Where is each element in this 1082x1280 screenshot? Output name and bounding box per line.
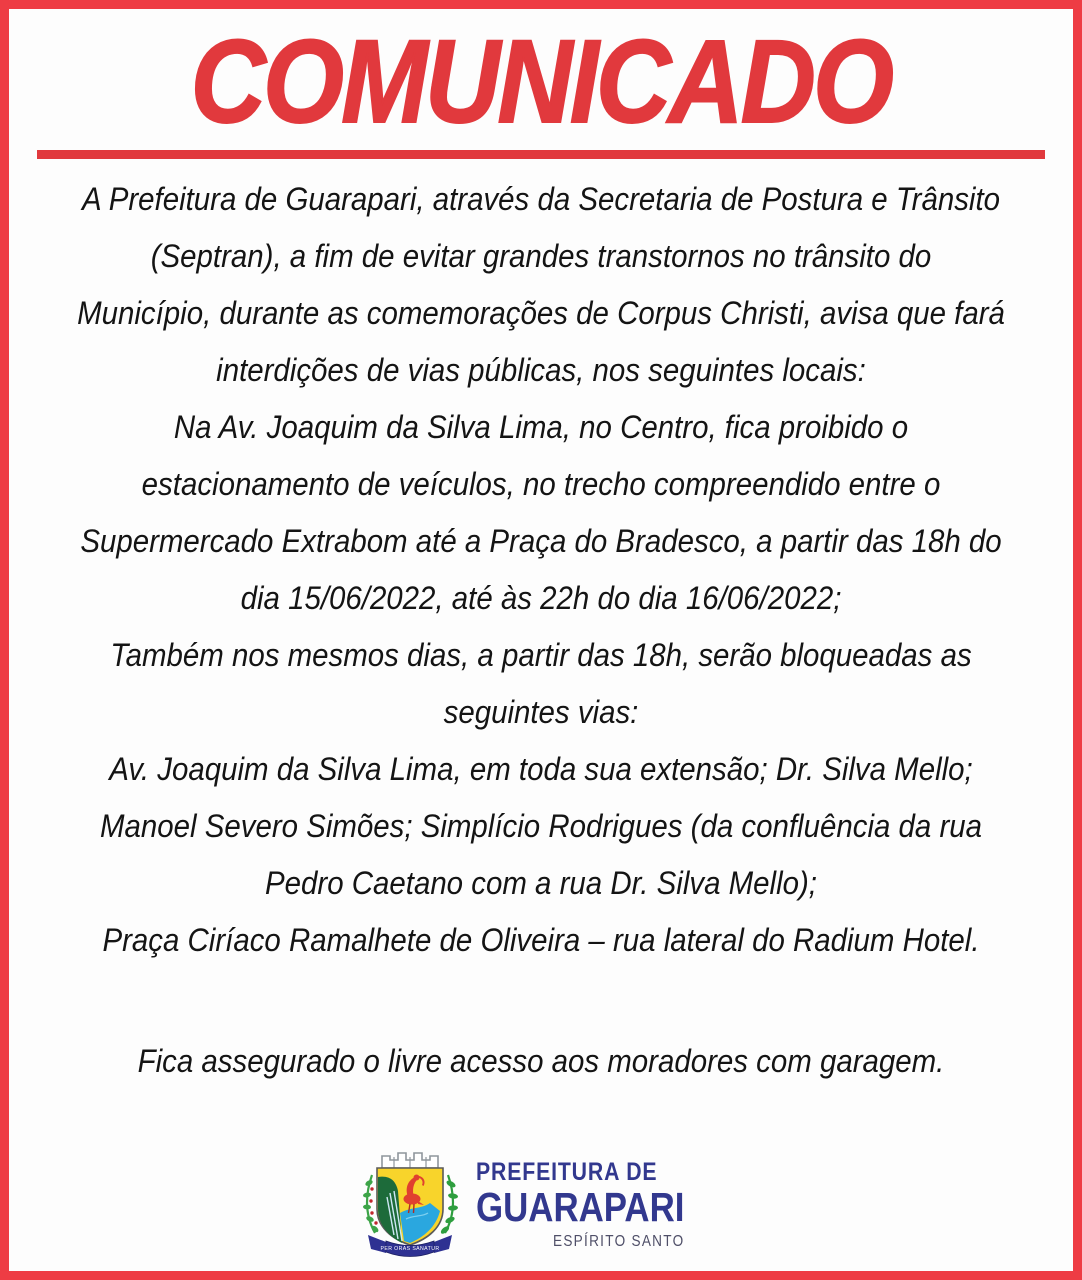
body-line: Na Av. Joaquim da Silva Lima, no Centro, fica proibido o [173,409,909,445]
body-line: Av. Joaquim da Silva Lima, em toda sua extensão; Dr. Silva Mello; [109,751,973,787]
body-line: interdições de vias públicas, nos seguintes locais: [216,352,866,388]
body-line: dia 15/06/2022, até às 22h do dia 16/06/2022; [240,580,842,616]
body-line: seguintes vias: [443,694,639,730]
body-line: Supermercado Extrabom até a Praça do Bradesco, a partir das 18h do [80,523,1002,559]
title-divider [37,150,1045,159]
notice-body [52,171,1031,1090]
crest-motto-text: PER ORAS SANATUR [380,1246,440,1252]
body-line: Pedro Caetano com a rua Dr. Silva Mello); [265,865,817,901]
closing-line: Fica assegurado o livre acesso aos moradores com garagem. [137,1043,945,1079]
city-hall-logo [9,1147,1073,1263]
wordmark-prefeitura-de: PREFEITURA DE [476,1158,658,1187]
page-title: COMUNICADO [190,16,892,148]
mural-crown-icon [382,1153,438,1168]
body-line: (Septran), a fim de evitar grandes transtornos no trânsito do [150,238,932,274]
shield-icon [377,1168,443,1245]
body-line: Praça Ciríaco Ramalhete de Oliveira – rua lateral do Radium Hotel. [102,922,980,958]
city-hall-wordmark [476,1159,684,1250]
body-line: Manoel Severo Simões; Simplício Rodrigues (da confluência da rua [99,808,983,844]
body-line: A Prefeitura de Guarapari, através da Secretaria de Postura e Trânsito [81,181,1001,217]
body-line: Município, durante as comemorações de Corpus Christi, avisa que fará [77,295,1005,331]
body-line: Também nos mesmos dias, a partir das 18h, serão bloqueadas as [110,637,972,673]
wordmark-guarapari: GUARAPARI [476,1183,685,1230]
wordmark-espirito-santo: ESPÍRITO SANTO [553,1232,685,1250]
body-line: estacionamento de veículos, no trecho compreendido entre o [141,466,941,502]
city-crest-icon [360,1147,460,1263]
